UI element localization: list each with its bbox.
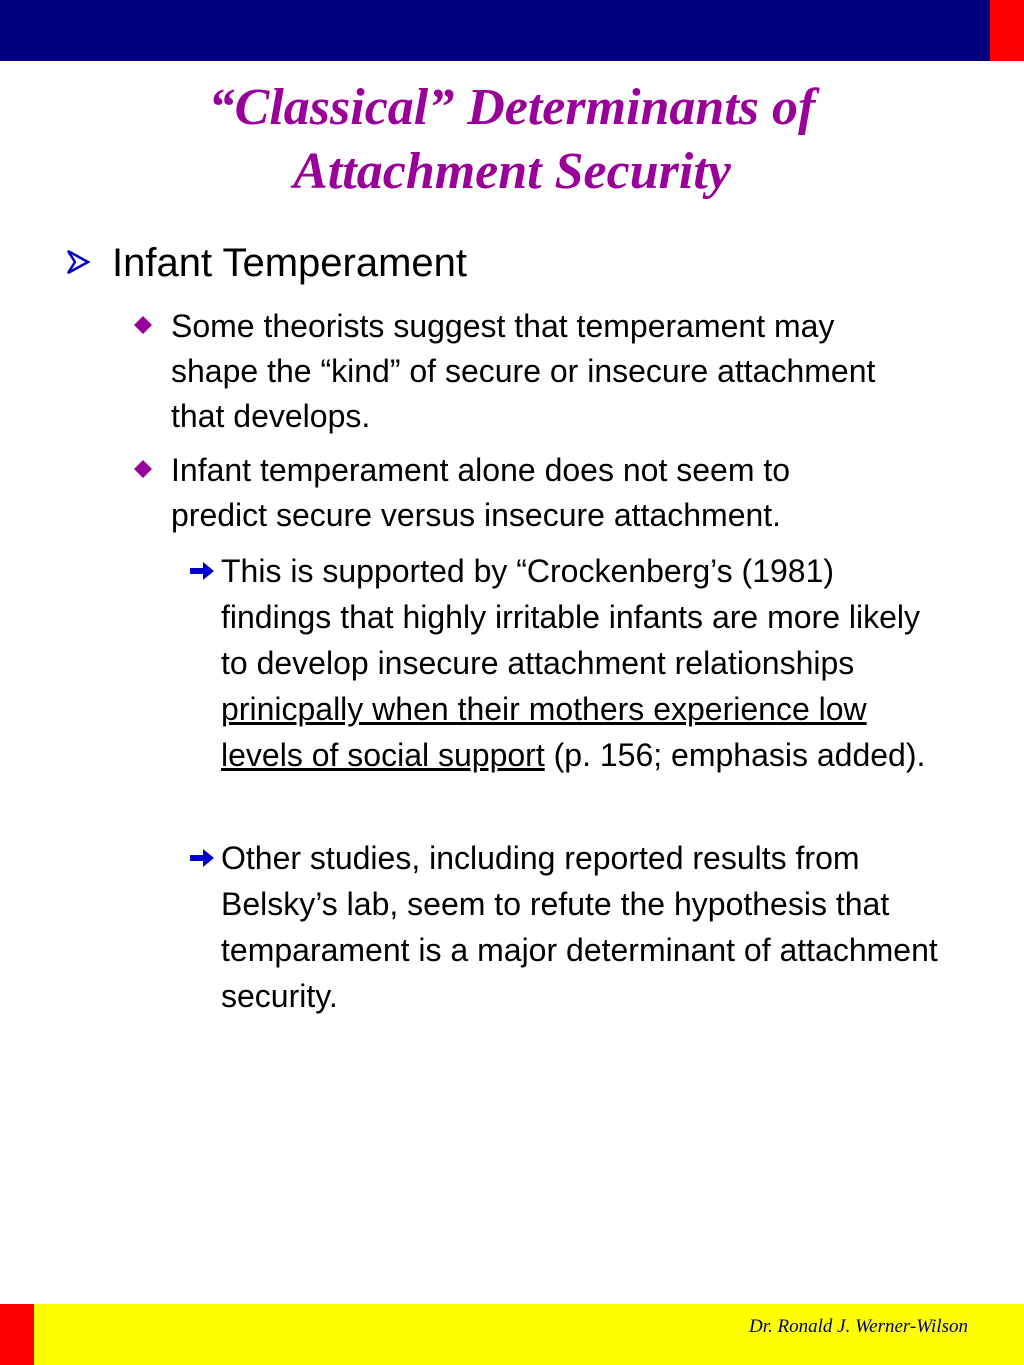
top-red-accent bbox=[990, 0, 1024, 61]
sub-sub-bullet-belsky-text: Other studies, including reported results from Belsky’s lab, seem to refute the hypothesis that temparament is a major determinant of attachment security. bbox=[221, 840, 938, 1014]
right-arrow-bullet-icon bbox=[188, 846, 216, 870]
slide-title-line-2: Attachment Security bbox=[293, 143, 731, 200]
sub-bullet-theorists bbox=[134, 304, 894, 439]
diamond-bullet-icon bbox=[134, 460, 152, 478]
crockenberg-underlined-emphasis: prinicpally when their mothers experience low levels of social support bbox=[221, 691, 867, 773]
sub-sub-bullet-belsky bbox=[188, 835, 948, 1019]
right-arrow-bullet-icon bbox=[188, 559, 216, 583]
bullet-infant-temperament-label: Infant Temperament bbox=[112, 241, 468, 285]
sub-bullet-theorists-text: Some theorists suggest that temperament may shape the “kind” of secure or insecure attachment that develops. bbox=[171, 308, 876, 434]
arrowhead-bullet-icon bbox=[64, 248, 92, 276]
bottom-red-accent bbox=[0, 1304, 34, 1365]
top-banner bbox=[0, 0, 1024, 61]
sub-bullet-temperament-alone-text: Infant temperament alone does not seem to predict secure versus insecure attachment. bbox=[171, 452, 791, 533]
sub-sub-bullet-crockenberg-text bbox=[221, 548, 948, 778]
slide-title bbox=[0, 76, 1024, 204]
sub-sub-bullet-crockenberg bbox=[188, 548, 948, 778]
footer-author: Dr. Ronald J. Werner-Wilson bbox=[749, 1316, 968, 1337]
diamond-bullet-icon bbox=[134, 316, 152, 334]
crockenberg-text-before: This is supported by “Crockenberg’s (1981) findings that highly irritable infants are more likely to develop insecure attachment relationships bbox=[221, 553, 920, 681]
crockenberg-text-after: (p. 156; emphasis added). bbox=[544, 737, 926, 773]
slide-title-line-1: “Classical” Determinants of bbox=[208, 79, 816, 136]
sub-bullet-temperament-alone bbox=[134, 448, 894, 538]
